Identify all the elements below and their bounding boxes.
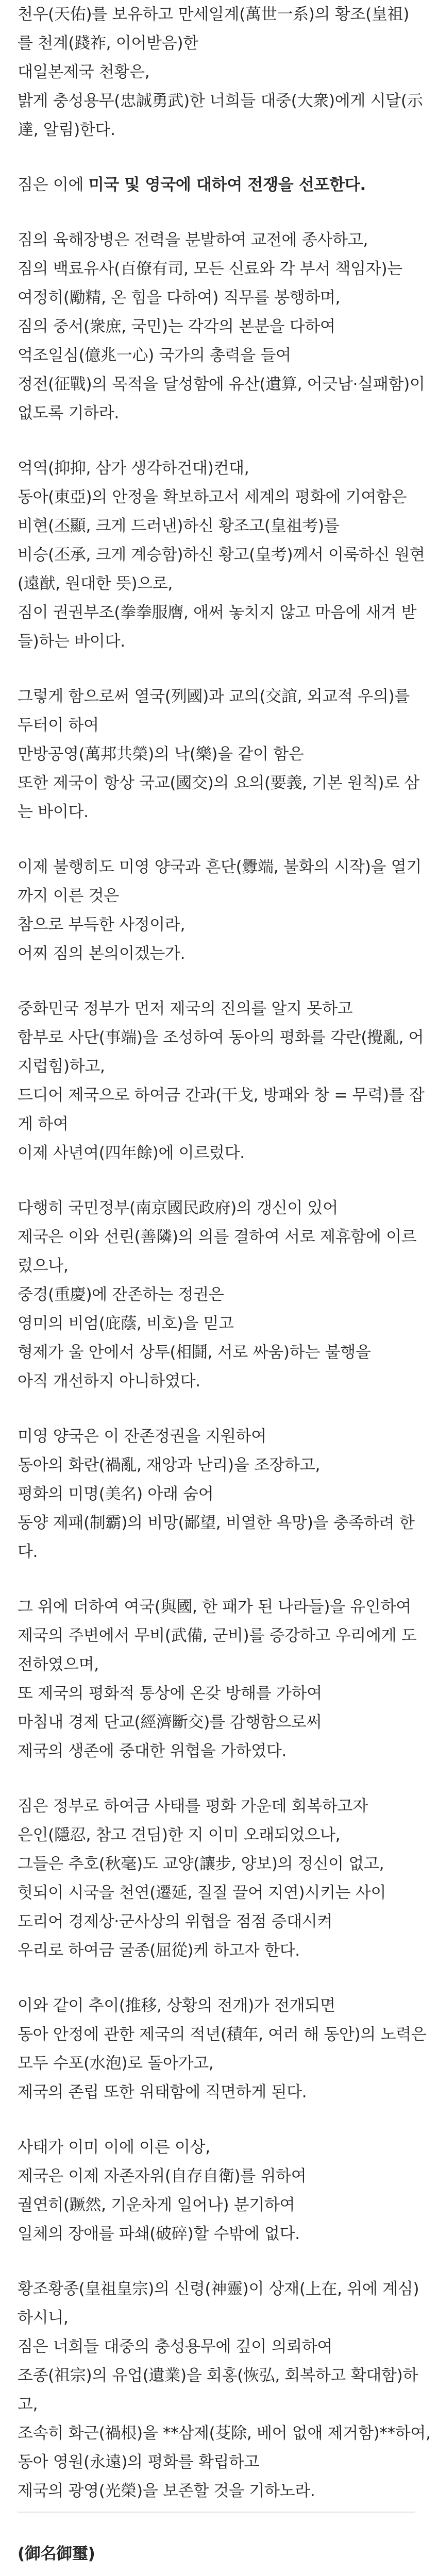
text-line: 이제 사년여(四年餘)에 이르렀다.	[18, 1144, 245, 1162]
text-line: 제국은 이와 선린(善隣)의 의를 결하여 서로 제휴함에 이르	[18, 1228, 417, 1246]
text-line: 동아의 화란(禍亂, 재앙과 난리)을 조장하고,	[18, 1456, 321, 1475]
rescript-paragraph	[18, 2133, 415, 2248]
text-line: 제국은 이제 자존자위(自存自衛)를 위하여	[18, 2167, 307, 2185]
rescript-paragraph	[18, 1592, 415, 1766]
text-line: 그 위에 더하여 여국(與國, 한 패가 된 나라들)을 유인하여	[18, 1598, 411, 1616]
text-line: 어찌 짐의 본의이겠는가.	[18, 944, 186, 963]
text-line: 비승(丕承, 크게 계승함)하신 황고(皇考)께서 이룩하신 원현	[18, 546, 425, 564]
text-line: 정전(征戰)의 목적을 달성함에 유산(遺算, 어긋남·실패함)이	[18, 375, 425, 394]
text-line: 짐의 백료유사(百僚有司, 모든 신료와 각 부서 책임자)는	[18, 260, 402, 278]
text-line: 그들은 추호(秋毫)도 교양(讓步, 양보)의 정신이 없고,	[18, 1855, 384, 1873]
paragraph-gap	[18, 1965, 415, 1991]
text-line: 우리로 하여금 굴종(屈從)케 하고자 한다.	[18, 1941, 300, 1960]
text-line: 함부로 사단(事端)을 조성하여 동아의 평화를 각란(攪亂, 어	[18, 1028, 424, 1047]
paragraph-gap	[18, 144, 415, 171]
text-line: 도리어 경제상·군사상의 위협을 점점 증대시켜	[18, 1912, 333, 1931]
text-line: 황조황종(皇祖皇宗)의 신령(神靈)이 상재(上在, 위에 계심)	[18, 2280, 419, 2298]
text-line: 짐의 육해장병은 전력을 분발하여 교전에 종사하고,	[18, 231, 368, 249]
text-line: 중경(重慶)에 잔존하는 정권은	[18, 1285, 224, 1304]
text-line: 비현(丕顯, 크게 드러낸)하신 황조고(皇祖考)를	[18, 517, 340, 535]
text-line: 두터이 하여	[18, 716, 99, 735]
text-line: 조종(祖宗)의 유업(遺業)을 회홍(恢弘, 회복하고 확대함)하	[18, 2366, 418, 2385]
text-line: 천우(天佑)를 보유하고 만세일계(萬世一系)의 황조(皇祖)	[18, 5, 410, 24]
text-line: 짐은 정부로 하여금 사태를 평화 가운데 회복하고자	[18, 1797, 368, 1816]
text-line: 전하였으며,	[18, 1655, 99, 1674]
text-line: 이제 불행히도 미영 양국과 흔단(釁端, 불화의 시작)을 열기	[18, 858, 422, 876]
text-line: 이와 같이 추이(推移, 상황의 전개)가 전개되면	[18, 1996, 335, 2015]
text-line: 제국의 광영(光榮)을 보존할 것을 기하노라.	[18, 2482, 315, 2500]
text-line: 평화의 미명(美名) 아래 숨어	[18, 1485, 214, 1503]
paragraph-gap	[18, 428, 415, 454]
rescript-paragraph	[18, 994, 425, 1167]
text-line: 지럽힘)하고,	[18, 1057, 105, 1076]
rescript-paragraph	[18, 853, 422, 968]
section-divider	[18, 2512, 415, 2513]
text-line: 드디어 제국으로 하여금 간과(干戈, 방패와 창 = 무력)를 잡	[18, 1086, 425, 1105]
text-line: 達, 알림)한다.	[18, 121, 115, 139]
text-line: 헛되이 시국을 천연(遷延, 질질 끌어 지연)시키는 사이	[18, 1884, 386, 1902]
text-line: 형제가 울 안에서 상투(相鬪, 서로 싸움)하는 불행을	[18, 1343, 371, 1362]
rescript-paragraph	[18, 1792, 415, 1965]
declaration-bold-text: 미국 및 영국에 대하여 전쟁을 선포한다.	[88, 176, 366, 194]
text-line: 그렇게 함으로써 열국(列國)과 교의(交誼, 외교적 우의)를	[18, 687, 410, 706]
rescript-paragraph	[18, 1422, 415, 1566]
declaration-prefix: 짐은 이에	[18, 176, 89, 194]
text-line: 억조일심(億兆一心) 국가의 총력을 들여	[18, 346, 291, 365]
text-line: 여정히(勵精, 온 힘을 다하여) 직무를 봉행하며,	[18, 289, 341, 307]
text-line: 마침내 경제 단교(經濟斷交)를 감행함으로써	[18, 1713, 322, 1732]
text-line: 렀으나,	[18, 1257, 69, 1275]
text-line: 짐의 중서(衆庶, 국민)는 각각의 본분을 다하여	[18, 317, 335, 336]
text-line: 중화민국 정부가 먼저 제국의 진의를 알지 못하고	[18, 999, 353, 1018]
text-line: 들)하는 바이다.	[18, 632, 125, 651]
text-line: 모두 수포(水泡)로 돌아가고,	[18, 2054, 214, 2073]
paragraph-gap	[18, 1167, 415, 1194]
text-line: 대일본제국 천황은,	[18, 63, 150, 81]
text-line: 를 천계(踐祚, 이어받음)한	[18, 34, 198, 53]
rescript-paragraph	[18, 682, 420, 826]
text-line: 짐은 너희들 대중의 충성용무에 깊이 의뢰하여	[18, 2337, 333, 2356]
paragraph-gap	[18, 2248, 415, 2275]
paragraph-gap	[18, 1766, 415, 1792]
text-line: 는 바이다.	[18, 803, 89, 821]
rescript-paragraph	[18, 1991, 427, 2107]
paragraph-gap	[18, 2568, 415, 2576]
text-line: 사태가 이미 이에 이른 이상,	[18, 2138, 210, 2157]
text-line: 동아(東亞)의 안정을 확보하고서 세계의 평화에 기여함은	[18, 488, 407, 506]
paragraph-gap	[18, 968, 415, 994]
imperial-signature-seal: (御名御璽)	[18, 2545, 95, 2563]
text-line: 고,	[18, 2395, 38, 2414]
text-line: 억역(抑抑, 삼가 생각하건대)컨대,	[18, 459, 249, 478]
paragraph-gap	[18, 1566, 415, 1592]
text-line: 없도록 기하라.	[18, 404, 119, 422]
text-line: 하시니,	[18, 2309, 69, 2327]
text-line: 동아 안정에 관한 제국의 적년(積年, 여러 해 동안)의 노력은	[18, 2025, 427, 2044]
rescript-paragraph	[18, 226, 425, 428]
text-line: 또 제국의 평화적 통상에 온갖 방해를 가하여	[18, 1684, 322, 1703]
text-line: 밝게 충성용무(忠誠勇武)한 너희들 대중(大衆)에게 시달(示	[18, 92, 423, 110]
text-line: 조속히 화근(禍根)을 **삼제(芟除, 베어 없애 제거함)**하여,	[18, 2424, 431, 2443]
text-line: 일체의 장애를 파쇄(破碎)할 수밖에 없다.	[18, 2225, 300, 2243]
text-line: 제국의 생존에 중대한 위협을 가하였다.	[18, 1742, 287, 1760]
text-line: 짐이 권권부조(拳拳服膺, 애써 놓치지 않고 마음에 새겨 받	[18, 603, 417, 622]
text-line: 제국의 주변에서 무비(武備, 군비)를 증강하고 우리에게 도	[18, 1626, 417, 1645]
text-line: 제국의 존립 또한 위태함에 직면하게 된다.	[18, 2083, 307, 2102]
text-line: (遠猷, 원대한 뜻)으로,	[18, 574, 173, 593]
text-line: 다.	[18, 1543, 38, 1561]
text-line: 아직 개선하지 아니하였다.	[18, 1372, 200, 1391]
rescript-paragraph	[18, 454, 425, 656]
text-line: 만방공영(萬邦共榮)의 낙(樂)을 같이 함은	[18, 745, 304, 764]
text-line: 까지 이른 것은	[18, 887, 119, 905]
paragraph-gap	[18, 2107, 415, 2133]
text-line: 미영 양국은 이 잔존정권을 지원하여	[18, 1427, 266, 1446]
war-declaration-line	[18, 171, 415, 199]
paragraph-gap	[18, 656, 415, 682]
text-line: 동아 영원(永遠)의 평화를 확립하고	[18, 2453, 260, 2471]
rescript-paragraph	[18, 2275, 431, 2505]
rescript-paragraph	[18, 1194, 415, 1396]
opening-section	[18, 0, 423, 144]
text-line: 참으로 부득한 사정이라,	[18, 916, 186, 934]
text-line: 은인(隱忍, 참고 견딤)한 지 이미 오래되었으나,	[18, 1826, 341, 1844]
paragraph-gap	[18, 199, 415, 226]
text-line: 영미의 비엄(庇蔭, 비호)을 믿고	[18, 1314, 234, 1333]
text-line: 게 하여	[18, 1115, 69, 1133]
text-line: 동양 제패(制霸)의 비망(鄙望, 비열한 욕망)을 충족하려 한	[18, 1514, 415, 1532]
paragraph-gap	[18, 1396, 415, 1422]
body-paragraphs	[18, 199, 431, 2505]
text-line: 궐연히(蹶然, 기운차게 일어나) 분기하여	[18, 2196, 295, 2214]
paragraph-gap	[18, 826, 415, 853]
text-line: 또한 제국이 항상 국교(國交)의 요의(要義, 기본 원칙)로 삼	[18, 774, 420, 792]
text-line: 다행히 국민정부(南京國民政府)의 갱신이 있어	[18, 1199, 338, 1217]
